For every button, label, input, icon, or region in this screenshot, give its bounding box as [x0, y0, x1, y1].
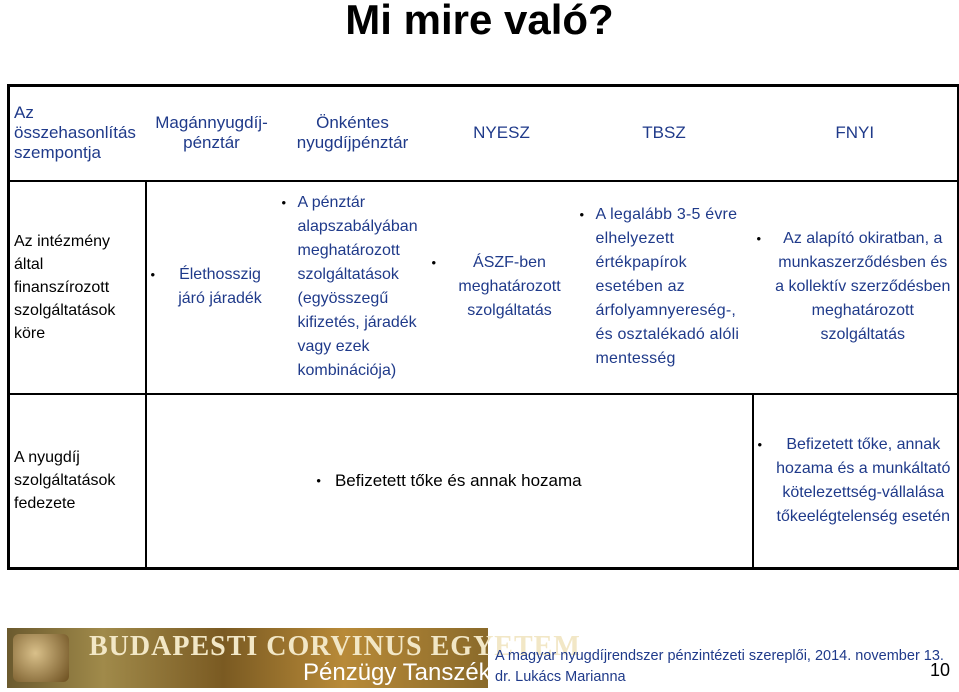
cell-fnyi-services: • Az alapító okiratban, a munkaszerződésben és a kollektív szerződésben meghatározott szolgáltatás [753, 181, 959, 394]
cell-tbsz-services: • A legalább 3-5 évre elhelyezett értékpapírok esetében az árfolyamnyereség-, és osztalékadó alóli mentesség [576, 181, 753, 394]
crest-icon [13, 634, 69, 682]
row-label-coverage: A nyugdíj szolgáltatások fedezete [9, 394, 146, 569]
header-magannyugdijpenztar: Magánnyugdíj-pénztár [155, 113, 268, 153]
cell-onkentes-services: • A pénztár alapszabályában meghatározott szolgáltatások (egyösszegű kifizetés, járadék vagy ezek kombinációja) [278, 181, 428, 394]
header-tbsz: TBSZ [642, 123, 686, 143]
footer-line-1: A magyar nyugdíjrendszer pénzintézeti szereplői, 2014. november 13. [495, 648, 944, 664]
row-label-services: Az intézmény által finanszírozott szolgáltatások köre [9, 181, 146, 394]
page-title: Mi mire való? [345, 0, 614, 43]
logo-department-name: Pénzügy Tanszék [303, 659, 491, 686]
page-number: 10 [930, 660, 951, 680]
footer-line-2: dr. Lukács Marianna [495, 669, 626, 685]
comparison-table [7, 84, 959, 570]
cell-magan-services: • Élethosszig járó járadék [146, 181, 278, 394]
table-row [9, 394, 959, 569]
header-onkentes-nyugdijpenztar: Önkéntes nyugdíjpénztár [296, 113, 409, 153]
header-fnyi: FNYI [835, 123, 875, 143]
table-row [9, 181, 959, 394]
cell-nyesz-services: • ÁSZF-ben meghatározott szolgáltatás [428, 181, 576, 394]
cell-fnyi-coverage: • Befizetett tőke, annak hozama és a munkáltató kötelezettség-vállalása tőkeelégtelenség esetén [753, 394, 959, 569]
table-header-row [9, 86, 959, 181]
footer-caption [495, 646, 944, 688]
header-nyesz: NYESZ [473, 123, 530, 143]
logo-university-name: BUDAPESTI CORVINUS EGYETEM [89, 631, 581, 662]
cell-common-coverage: • Befizetett tőke és annak hozama [146, 394, 753, 569]
header-criteria: Az összehasonlítás szempontja [14, 103, 136, 163]
